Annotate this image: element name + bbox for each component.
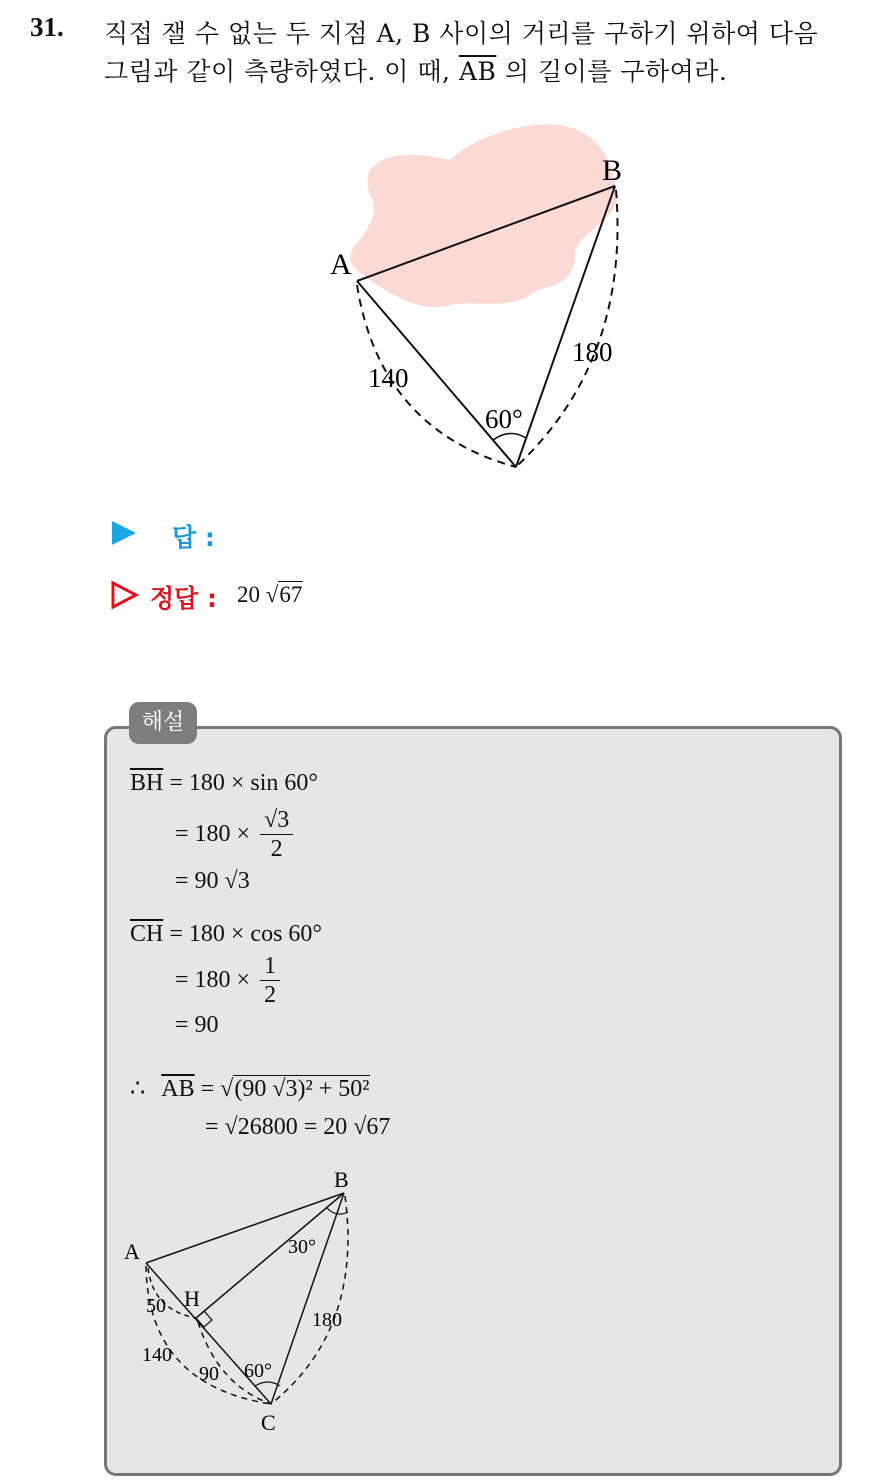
ab-sqrt: √(90 √3)² + 50² <box>220 1076 370 1102</box>
sol-label-140: 140 <box>142 1344 172 1366</box>
ch-line-1 <box>130 921 322 948</box>
label-b: B <box>602 154 623 187</box>
question-number: 31. <box>30 12 64 42</box>
answer-marker-icon <box>112 521 136 545</box>
ab-line-1 <box>130 1074 370 1103</box>
correct-marker-icon <box>110 580 140 610</box>
sol-label-50: 50 <box>146 1295 166 1317</box>
ab-eq-sign: = <box>200 1076 215 1102</box>
ab-line-2: = √26800 = 20 √67 <box>205 1114 391 1140</box>
label-180: 180 <box>572 337 613 367</box>
correct-label: 정답 : <box>150 584 218 613</box>
ab-radicand: (90 √3)² + 50² <box>234 1076 370 1102</box>
sol-label-60-deg: 60° <box>244 1360 272 1382</box>
label-a: A <box>330 248 352 281</box>
segment-ch: $\overline{CH}$ <box>130 921 164 947</box>
survey-diagram <box>300 110 660 490</box>
ch-eq-2: = 180 × <box>175 967 251 993</box>
bh-eq-1: = 180 × sin 60° <box>169 770 319 796</box>
bh-frac-den: 2 <box>270 836 283 862</box>
sol-label-h: H <box>184 1286 200 1311</box>
solution-tab: 해설 <box>129 702 197 744</box>
sol-angle-c <box>255 1382 280 1386</box>
therefore-symbol: ∴ <box>130 1076 146 1102</box>
bh-line-3: = 90 √3 <box>175 868 250 894</box>
solution-diagram <box>118 1160 378 1440</box>
ch-fraction <box>260 952 280 1009</box>
sol-label-c: C <box>261 1410 276 1435</box>
question-line-1: 직접 잴 수 없는 두 지점 A, B 사이의 거리를 구하기 위하여 다음 <box>104 19 819 48</box>
question-line-2-pre: 그림과 같이 측량하였다. 이 때, <box>104 57 451 86</box>
obstacle-blob <box>350 124 617 307</box>
bh-frac-num: √3 <box>260 806 293 835</box>
label-60-deg: 60° <box>485 404 523 434</box>
correct-value: 20 √67 <box>237 582 303 607</box>
segment-ab: $\overline{AB}$ <box>458 57 497 86</box>
bh-line-1 <box>130 770 318 797</box>
ch-eq-1: = 180 × cos 60° <box>169 921 323 947</box>
sol-label-180: 180 <box>312 1309 342 1331</box>
ch-line-3: = 90 <box>175 1012 219 1038</box>
sol-label-b: B <box>334 1167 349 1192</box>
ch-line-2 <box>175 952 280 1009</box>
sol-label-a: A <box>124 1239 140 1264</box>
bh-line-2 <box>175 806 293 863</box>
answer-label: 답 : <box>172 523 215 552</box>
bh-eq-2: = 180 × <box>175 821 251 847</box>
angle-arc <box>493 433 526 440</box>
label-140: 140 <box>368 363 409 393</box>
sol-label-30-deg: 30° <box>288 1236 316 1258</box>
question-line-2 <box>104 52 727 88</box>
question-line-2-post: 의 길이를 구하여라. <box>504 57 728 86</box>
sol-label-90: 90 <box>199 1363 219 1385</box>
ch-frac-num: 1 <box>260 952 280 981</box>
segment-ab-solution: $\overline{AB}$ <box>161 1076 195 1102</box>
segment-bh: $\overline{BH}$ <box>130 770 164 796</box>
bh-fraction <box>260 806 293 863</box>
ch-frac-den: 2 <box>264 982 277 1008</box>
